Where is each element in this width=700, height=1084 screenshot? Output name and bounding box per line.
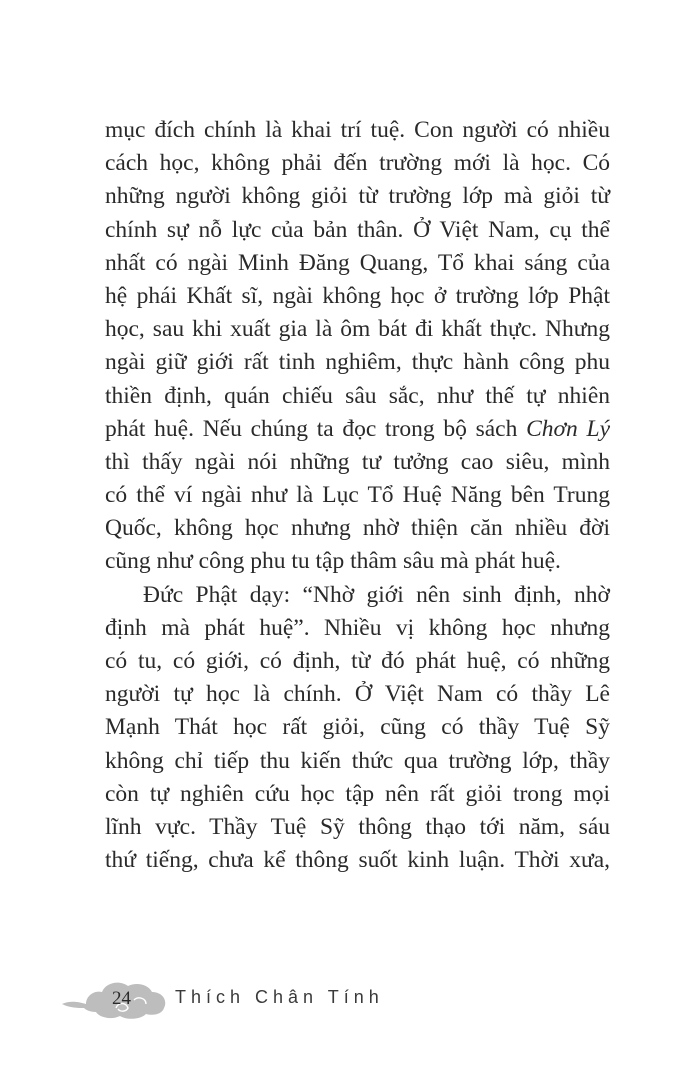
- text-line: ngài giữ giới rất tinh nghiêm, thực hành công phu: [105, 349, 610, 376]
- text-line: không chỉ tiếp thu kiến thức qua trường lớp, thầy: [105, 747, 610, 774]
- text-line: có thể ví ngài như là Lục Tổ Huệ Năng bên Trung: [105, 482, 610, 509]
- text-line: học, sau khi xuất gia là ôm bát đi khất thực. Nhưng: [105, 316, 610, 343]
- text-line: thứ tiếng, chưa kể thông suốt kinh luận. Thời xưa,: [105, 847, 610, 874]
- text-line: định mà phát huệ”. Nhiều vị không học nhưng: [105, 614, 610, 641]
- text-line: có tu, có giới, có định, từ đó phát huệ, có những: [105, 648, 610, 674]
- text-line: Quốc, không học nhưng nhờ thiện căn nhiều đời: [105, 515, 610, 542]
- text-line: thiền định, quán chiếu sâu sắc, như thế tự nhiên: [105, 382, 610, 409]
- text-line: hệ phái Khất sĩ, ngài không học ở trường lớp Phật: [105, 282, 610, 309]
- text-line: Đức Phật dạy: “Nhờ giới nên sinh định, nhờ: [143, 581, 610, 608]
- author-name: Thích Chân Tính: [175, 987, 384, 1007]
- book-title: Chơn Lý: [526, 415, 610, 442]
- text-line: những người không giỏi từ trường lớp mà giỏi từ: [105, 183, 610, 210]
- text-line: lĩnh vực. Thầy Tuệ Sỹ thông thạo tới năm, sáu: [105, 813, 610, 840]
- text-segment: phát huệ. Nếu chúng ta đọc trong bộ sách: [105, 415, 527, 442]
- text-line: còn tự nghiên cứu học tập nên rất giỏi trong mọi: [105, 780, 610, 807]
- text-line: thì thấy ngài nói những tư tưởng cao siêu, mình: [105, 448, 610, 475]
- text-line: nhất có ngài Minh Đăng Quang, Tổ khai sáng của: [105, 249, 610, 276]
- text-line: Mạnh Thát học rất giỏi, cũng có thầy Tuệ Sỹ: [105, 714, 610, 741]
- text-line: người tự học là chính. Ở Việt Nam có thầy Lê: [105, 681, 610, 708]
- text-line: mục đích chính là khai trí tuệ. Con người có nhiều: [105, 117, 610, 143]
- page-number: 24: [112, 988, 131, 1009]
- text-line: cũng như công phu tu tập thâm sâu mà phát huệ.: [105, 548, 561, 575]
- text-line: chính sự nỗ lực của bản thân. Ở Việt Nam, cụ thể: [105, 216, 610, 243]
- body-text: [105, 114, 610, 877]
- text-line-with-title: [105, 413, 610, 446]
- page-footer: [60, 978, 384, 1022]
- text-line: cách học, không phải đến trường mới là học. Có: [105, 150, 610, 177]
